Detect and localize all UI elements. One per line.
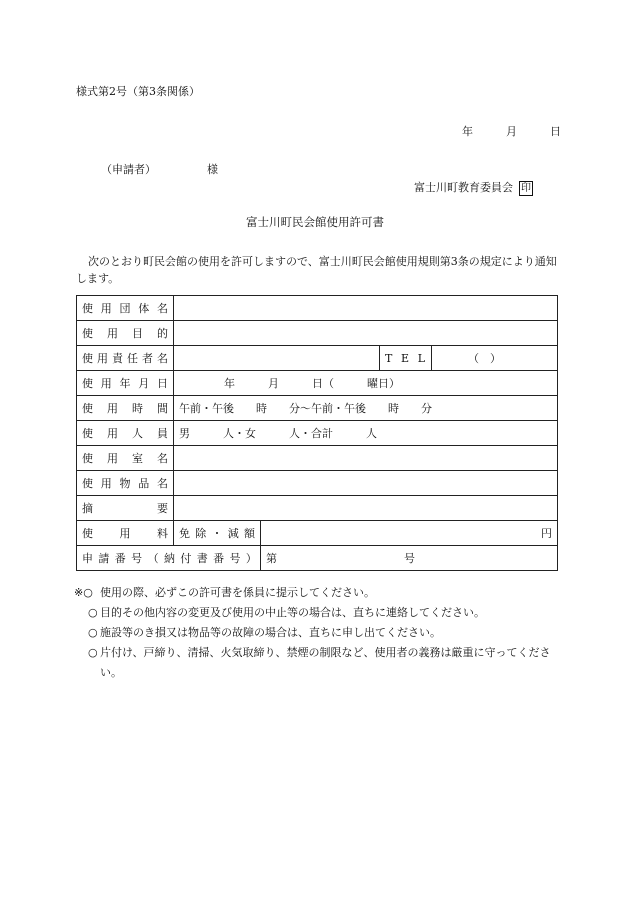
label-char: 使 — [82, 477, 93, 490]
note-item — [76, 623, 560, 643]
label-char: 摘 — [82, 502, 93, 515]
org-name-label — [77, 296, 174, 321]
note-text: 目的その他内容の変更及び使用の中止等の場合は、直ちに連絡してください。 — [100, 606, 485, 619]
applicant-honorific: 様 — [207, 163, 218, 176]
date-label — [77, 371, 174, 396]
items-label — [77, 471, 174, 496]
date-month: 月 — [506, 125, 517, 138]
table-row — [77, 346, 558, 371]
table-row — [77, 371, 558, 396]
tel-label — [380, 346, 432, 371]
label-char: 名 — [157, 452, 168, 465]
label-char: 料 — [157, 527, 168, 540]
label-char: 要 — [157, 502, 168, 515]
label-char: 目 — [132, 327, 143, 340]
application-no-prefix: 第 — [266, 552, 277, 565]
people-label — [77, 421, 174, 446]
label-char: 用 — [100, 377, 112, 390]
form-number: 様式第2号（第3条関係） — [76, 85, 200, 98]
label-char: ） — [245, 552, 257, 565]
date-year: 年 — [462, 125, 473, 138]
label-char: 物 — [119, 477, 131, 490]
label-char: 使 — [82, 302, 93, 315]
label-char: 書 — [196, 552, 208, 565]
label-char: 時 — [132, 402, 143, 415]
people-field: 男 人・女 人・合計 人 — [174, 421, 558, 446]
note-mark: ※○ — [74, 586, 93, 599]
label-char: 番 — [213, 552, 225, 565]
label-char: 者 — [142, 352, 153, 365]
applicant-line — [101, 161, 218, 177]
label-char: 任 — [127, 352, 138, 365]
fee-label — [77, 521, 174, 546]
purpose-field — [174, 321, 558, 346]
fee-amount-field: 円 — [261, 521, 558, 546]
label-char: 使 — [82, 352, 93, 365]
room-field — [174, 446, 558, 471]
date-day: 日 — [550, 125, 561, 138]
label-char: 間 — [157, 402, 168, 415]
table-row — [77, 421, 558, 446]
tel-field: （ ） — [432, 346, 558, 371]
time-label — [77, 396, 174, 421]
org-name-field — [174, 296, 558, 321]
label-char: 室 — [132, 452, 143, 465]
table-row — [77, 446, 558, 471]
label-char: 納 — [163, 552, 175, 565]
issue-date — [462, 123, 561, 139]
permit-table — [76, 295, 558, 571]
label-char: 的 — [157, 327, 168, 340]
label-char: 用 — [107, 402, 118, 415]
seal-mark: 印 — [521, 183, 531, 194]
label-char: L — [417, 351, 425, 365]
label-char: 使 — [82, 402, 93, 415]
label-char: 体 — [138, 302, 150, 315]
label-char: 使 — [82, 527, 93, 540]
label-char: E — [401, 351, 410, 365]
manager-field — [174, 346, 380, 371]
summary-field — [174, 496, 558, 521]
label-char: 申 — [82, 552, 93, 565]
label-char: 使 — [82, 427, 93, 440]
label-char: T — [385, 351, 393, 365]
label-char: （ — [147, 552, 159, 565]
label-char: 用 — [107, 427, 118, 440]
table-row — [77, 471, 558, 496]
label-char: 使 — [82, 327, 93, 340]
label-char: 月 — [138, 377, 150, 390]
label-char: 使 — [82, 377, 93, 390]
manager-label — [77, 346, 174, 371]
document-title: 富士川町民会館使用許可書 — [246, 215, 384, 229]
label-char: 人 — [132, 427, 143, 440]
label-char: 責 — [112, 352, 123, 365]
table-row — [77, 521, 558, 546]
time-field: 午前・午後 時 分～午前・午後 時 分 — [174, 396, 558, 421]
label-char: 用 — [107, 452, 118, 465]
application-no-suffix: 号 — [404, 552, 415, 565]
label-char: 用 — [100, 302, 112, 315]
label-char: 免 — [179, 527, 190, 540]
summary-label — [77, 496, 174, 521]
label-char: 除 — [195, 527, 207, 540]
note-item — [76, 603, 560, 623]
label-char: 名 — [157, 477, 168, 490]
note-text: 施設等のき損又は物品等の故障の場合は、直ちに申し出てください。 — [100, 626, 441, 639]
label-char: 名 — [157, 302, 168, 315]
application-no-label — [77, 546, 261, 571]
date-field: 年 月 日（ 曜日） — [174, 371, 558, 396]
intro-paragraph: 次のとおり町民会館の使用を許可しますので、富士川町民会館使用規則第3条の規定により通知します。 — [76, 255, 557, 285]
application-no-field — [261, 546, 558, 571]
label-char: 請 — [98, 552, 110, 565]
label-char: 減 — [227, 527, 239, 540]
note-item — [76, 643, 560, 683]
table-row — [77, 296, 558, 321]
label-char: ・ — [211, 527, 223, 540]
label-char: 用 — [97, 352, 108, 365]
label-char: 用 — [100, 477, 112, 490]
room-label — [77, 446, 174, 471]
note-text: 使用の際、必ずこの許可書を係員に提示してください。 — [100, 586, 375, 599]
purpose-label — [77, 321, 174, 346]
fee-exempt-label — [174, 521, 261, 546]
issuer — [414, 179, 533, 196]
label-char: 用 — [119, 527, 131, 540]
note-mark: ○ — [88, 646, 98, 659]
label-char: 付 — [180, 552, 192, 565]
label-char: 用 — [107, 327, 118, 340]
label-char: 号 — [229, 552, 241, 565]
label-char: 名 — [157, 352, 168, 365]
items-field — [174, 471, 558, 496]
label-char: 年 — [119, 377, 131, 390]
note-mark: ○ — [88, 626, 98, 639]
note-mark: ○ — [88, 606, 98, 619]
note-text: 片付け、戸締り、清掃、火気取締り、禁煙の制限など、使用者の義務は厳重に守ってください。 — [100, 646, 551, 679]
note-item — [76, 583, 560, 603]
label-char: 団 — [119, 302, 131, 315]
label-char: 番 — [114, 552, 126, 565]
notes-list — [76, 583, 560, 683]
applicant-label: （申請者） — [101, 163, 156, 176]
table-row — [77, 546, 558, 571]
label-char: 使 — [82, 452, 93, 465]
label-char: 額 — [244, 527, 255, 540]
issuer-name: 富士川町教育委員会 — [414, 181, 513, 194]
label-char: 員 — [157, 427, 168, 440]
label-char: 号 — [131, 552, 143, 565]
label-char: 品 — [138, 477, 150, 490]
table-row — [77, 321, 558, 346]
table-row — [77, 396, 558, 421]
table-row — [77, 496, 558, 521]
label-char: 日 — [157, 377, 168, 390]
